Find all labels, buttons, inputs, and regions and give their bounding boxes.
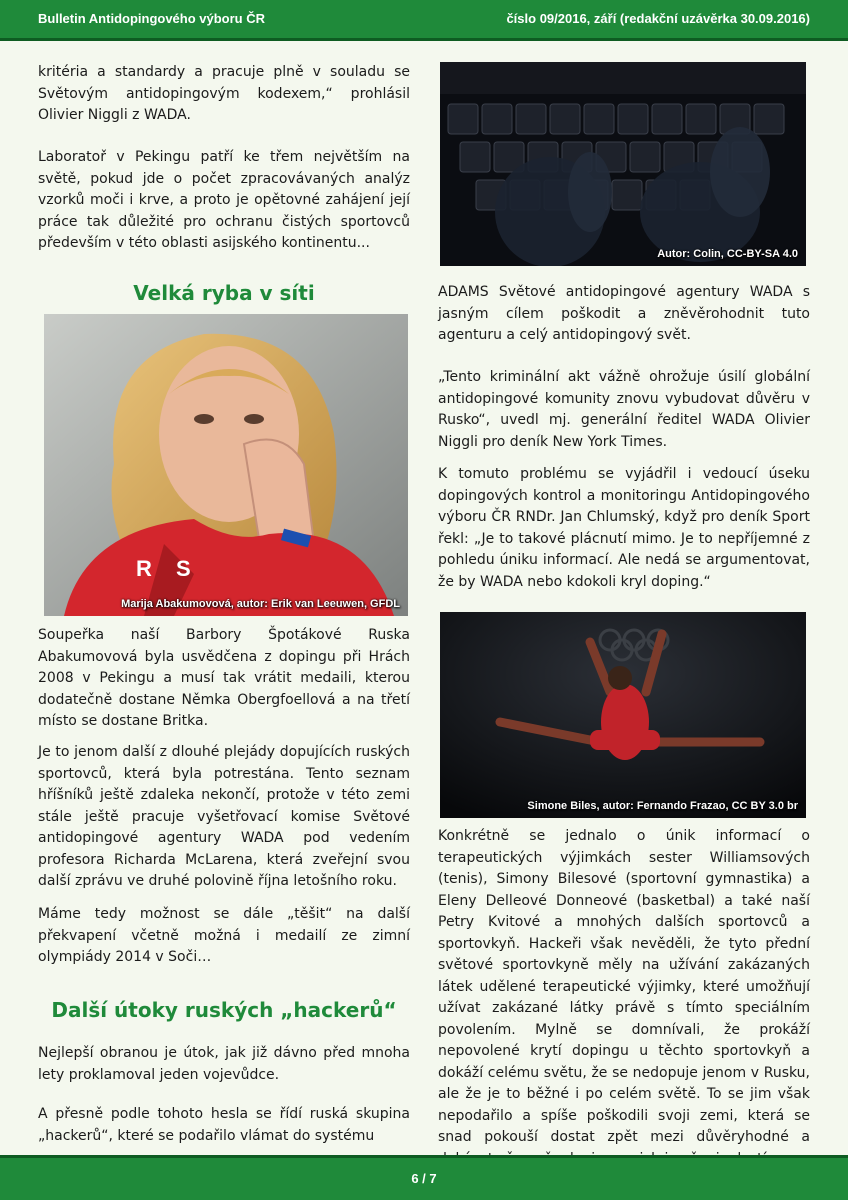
photo-caption-biles: Simone Biles, autor: Fernando Frazao, CC BY 3.0 br bbox=[527, 800, 798, 812]
keyboard-key bbox=[630, 142, 660, 172]
right-paragraph-4: Konkrétně se jednalo o únik informací o terapeutických výjimkách sester Williamsových (tenis), Simony Bilesové (sportovní gymnastika) a Eleny Delleové Donneové (basketbal) a také naší Petry Kvitové a mnohých dalších sportovců a sportovkyň. Hackeři však nevěděli, že tyto přední světové sportovkyně měly na užívání zakázaných látek udělené terapeutické výjimky, které umožňují užívat zakázané látky právě s tímto speciálním povolením. Mylně se domnívali, že prokáží nepovolené krytí dopingu u těchto sportovkyň a dokáží celému světu, že se nedopuje jenom v Rusku, ale že je to běžné i po celém světě. To se jim však nepodařilo a spíše poškodili svoji zemi, která se snad pokouší dostat zpět mezi důvěryhodné a bbox=[438, 828, 810, 1145]
svg-text:R: R bbox=[136, 556, 152, 581]
section-heading-hackers: Další útoky ruských „hackerů“ bbox=[51, 998, 397, 1022]
keyboard-key bbox=[448, 104, 478, 134]
keyboard-key bbox=[686, 104, 716, 134]
keyboard-key bbox=[460, 142, 490, 172]
header-divider bbox=[0, 38, 848, 41]
page-header bbox=[0, 0, 848, 38]
keyboard-key bbox=[652, 104, 682, 134]
right-paragraph-1: ADAMS Světové antidopingové agentury WADA s jasným cílem poškodit a zněvěrohodnit tuto agenturu a celý antidopingový svět. bbox=[438, 284, 810, 343]
left-paragraph-2: Laboratoř v Pekingu patří ke třem největším na světě, pokud jde o počet zpracovávaných analýz vzorků moči i krve, a proto je opětovné zahájení její práce tak důležité pro ochranu čistých sportovců především v této oblasti asijského kontinentu... bbox=[38, 149, 410, 251]
keyboard-key bbox=[550, 104, 580, 134]
keyboard-key bbox=[516, 104, 546, 134]
left-paragraph-7: A přesně podle tohoto hesla se řídí ruská skupina „hackerů“, které se podařilo vlámat do systému bbox=[38, 1106, 410, 1144]
keyboard-key bbox=[618, 104, 648, 134]
photo-caption-abakumova: Marija Abakumovová, autor: Erik van Leeuwen, GFDL bbox=[121, 598, 400, 610]
left-paragraph-4: Je to jenom další z dlouhé plejády dopujících ruských sportovců, která byla potrestána. Tento seznam hříšníků ještě zdaleka nekončí, protože v této zemi stále ještě pracuje vyšetřovací komise Světové antidopingové agentury WADA pod vedením profesora Richarda McLarena, která zveřejní svou další zprávu ve druhé polovině října letošního roku. bbox=[38, 744, 410, 889]
section-heading-big-fish: Velká ryba v síti bbox=[133, 281, 315, 305]
keyboard-illustration bbox=[440, 62, 806, 266]
left-paragraph-3: Soupeřka naší Barbory Špotákové Ruska Abakumovová byla usvědčena z dopingu při Hrách 2008 v Pekingu a musí tak vrátit medaili, kterou dodatečně dostane Němka Obergfoellová a na třetí místo se dostane Britka. bbox=[38, 627, 410, 729]
photo-caption-keyboard: Autor: Colin, CC-BY-SA 4.0 bbox=[657, 248, 798, 260]
left-paragraph-6: Nejlepší obranou je útok, jak již dávno před mnoha lety proklamoval jeden vojevůdce. bbox=[38, 1045, 410, 1083]
keyboard-key bbox=[482, 104, 512, 134]
svg-text:S: S bbox=[176, 556, 191, 581]
page-number: 6 / 7 bbox=[411, 1171, 437, 1186]
photo-keyboard bbox=[440, 62, 806, 266]
abakumova-illustration bbox=[44, 314, 408, 616]
biles-illustration bbox=[440, 612, 806, 818]
right-paragraph-2: „Tento kriminální akt vážně ohrožuje úsilí globální antidopingové komunity znovu vybudovat důvěru v Rusko“, uvedl mj. generální ředitel WADA Olivier Niggli pro deník New York Times. bbox=[438, 369, 810, 450]
keyboard-key bbox=[754, 104, 784, 134]
bulletin-title: Bulletin Antidopingového výboru ČR bbox=[38, 11, 266, 26]
page-footer bbox=[0, 1158, 848, 1200]
left-paragraph-5: Máme tedy možnost se dále „těšit“ na další překvapení včetně možná i medailí ze zimní olympiády 2014 v Soči… bbox=[38, 906, 410, 965]
left-paragraph-1: kritéria a standardy a pracuje plně v souladu se Světovým antidopingovým kodexem,“ prohlásil Olivier Niggli z WADA. bbox=[38, 64, 410, 123]
issue-info: číslo 09/2016, září (redakční uzávěrka 30.09.2016) bbox=[506, 11, 810, 26]
right-paragraph-3: K tomuto problému se vyjádřil i vedoucí úseku dopingových kontrol a monitoringu Antidopingového výboru ČR RNDr. Jan Chlumský, když pro deník Sport řekl: „Je to takové plácnutí mimo. Je to nepříjemné z pohledu úniku informací. Ale nedá se argumentovat, že by WADA nebo kdokoli kryl doping.“ bbox=[438, 466, 810, 590]
photo-biles bbox=[440, 612, 806, 818]
photo-abakumova bbox=[44, 314, 408, 616]
keyboard-key bbox=[612, 180, 642, 210]
keyboard-key bbox=[584, 104, 614, 134]
